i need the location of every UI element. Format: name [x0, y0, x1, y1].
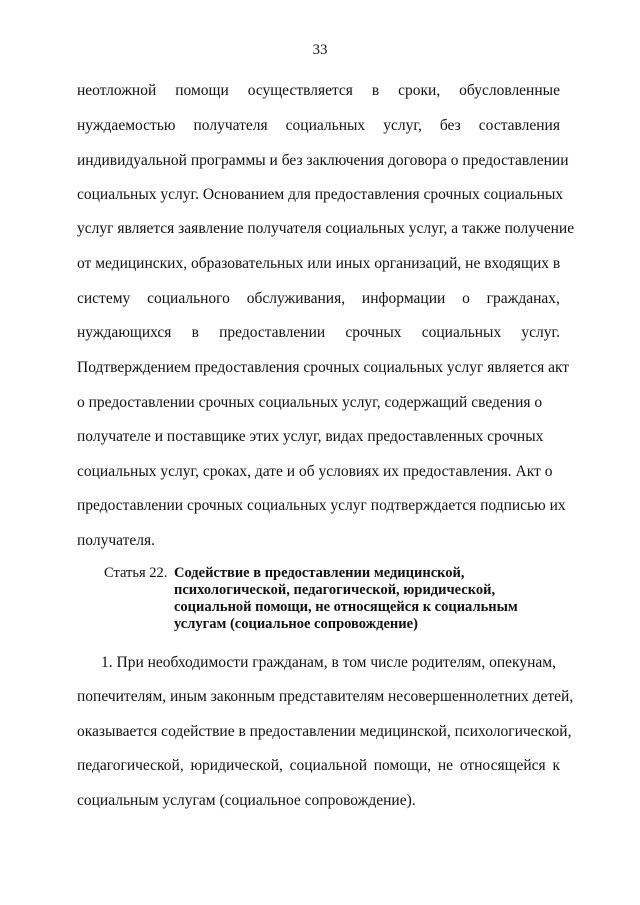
text-line [77, 81, 560, 101]
word: социальных [285, 117, 366, 134]
article-title-line: психологической, педагогической, юридической, [174, 582, 496, 598]
text-line [77, 323, 560, 343]
article-title-line: социальной помощи, не относящейся к социальным [174, 599, 518, 615]
word: к [552, 757, 560, 774]
text-line [77, 756, 560, 776]
text-line: социальных услуг. Основанием для предоставления срочных социальных [77, 186, 564, 203]
word: педагогической, [77, 757, 184, 774]
word: гражданах, [486, 290, 560, 307]
word: относящейся [459, 757, 546, 774]
word: социальных [421, 324, 502, 341]
word: осуществляется [247, 82, 353, 99]
text-line: получателе и поставщике этих услуг, видах предоставленных срочных [77, 428, 544, 445]
text-line: попечителям, иным законным представителям несовершеннолетних детей, [77, 688, 574, 705]
word: помощи, [373, 757, 432, 774]
text-line: 1. При необходимости гражданам, в том числе родителям, опекунам, [101, 654, 556, 671]
word: предоставлении [219, 324, 326, 341]
text-line: получателя. [77, 532, 155, 549]
text-line [77, 116, 560, 136]
word: обусловленные [459, 82, 560, 99]
word: обслуживания, [246, 290, 346, 307]
word: юридической, [190, 757, 283, 774]
text-line: от медицинских, образовательных или иных организаций, не входящих в [77, 255, 561, 272]
word: услуг, [383, 117, 422, 134]
word: нуждаемостью [77, 117, 176, 134]
word: срочных [345, 324, 402, 341]
word: нуждающихся [77, 324, 172, 341]
word: без [439, 117, 461, 134]
word: сроки, [398, 82, 441, 99]
word: не [437, 757, 454, 774]
word: в [371, 82, 380, 99]
text-line: оказывается содействие в предоставлении медицинской, психологической, [77, 723, 572, 740]
word: получателя [193, 117, 268, 134]
text-line: услуг является заявление получателя социальных услуг, а также получение [77, 220, 575, 237]
article-title-line: Содействие в предоставлении медицинской, [174, 565, 465, 581]
article-label: Статья 22. [104, 565, 168, 581]
word: составления [478, 117, 560, 134]
word: о [462, 290, 470, 307]
word: неотложной [77, 82, 157, 99]
word: социальной [289, 757, 367, 774]
word: помощи [175, 82, 229, 99]
text-line: социальных услуг, сроках, дате и об условиях их предоставления. Акт о [77, 463, 553, 480]
text-line [77, 289, 560, 309]
text-line: о предоставлении срочных социальных услуг, содержащий сведения о [77, 394, 543, 411]
article-title-line: услугам (социальное сопровождение) [174, 616, 418, 632]
text-line: социальным услугам (социальное сопровождение). [77, 792, 416, 809]
word: социального [147, 290, 230, 307]
text-line: индивидуальной программы и без заключения договора о предоставлении [77, 152, 569, 169]
word: в [191, 324, 199, 341]
text-line: Подтверждением предоставления срочных социальных услуг является акт [77, 359, 570, 376]
word: информации [361, 290, 446, 307]
page-number: 33 [312, 42, 328, 58]
word: услуг. [521, 324, 560, 341]
text-line: предоставлении срочных социальных услуг подтверждается подписью их [77, 497, 566, 514]
article-heading [104, 565, 564, 635]
word: систему [77, 290, 131, 307]
